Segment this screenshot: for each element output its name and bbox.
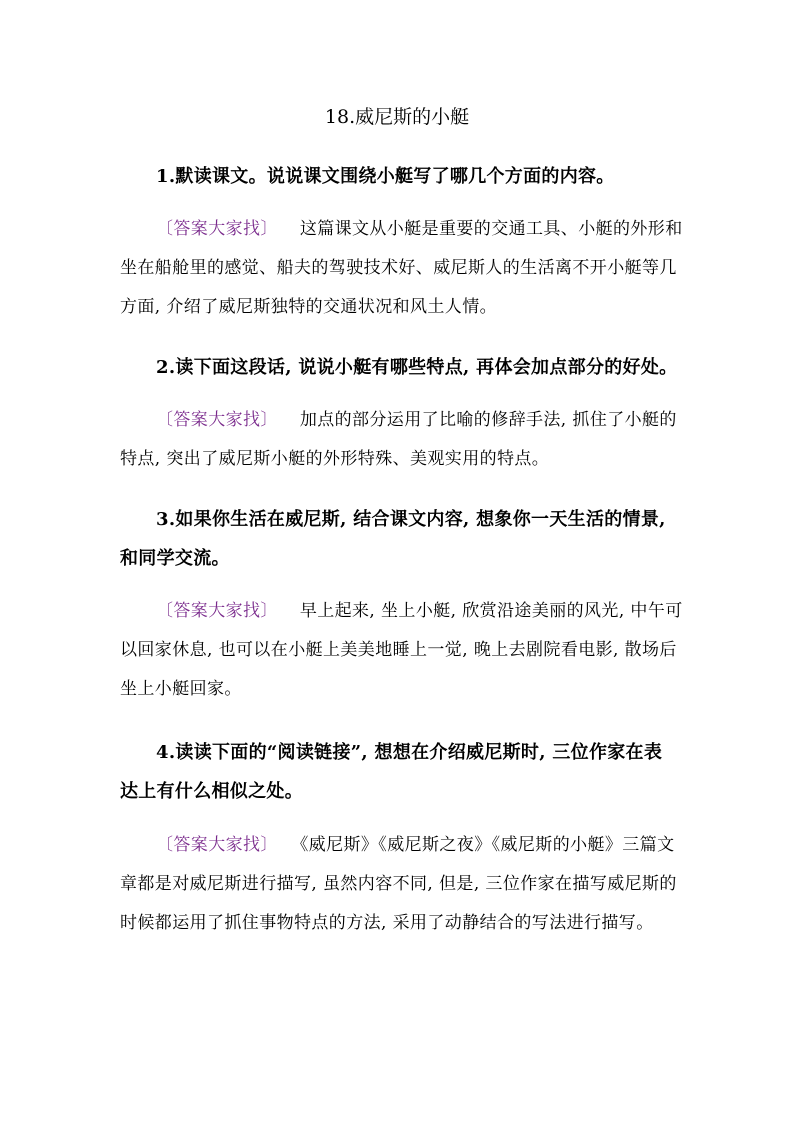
answer-tag: 〔答案大家找〕 [156,601,278,621]
question-1: 1.默读课文。说说课文围绕小艇写了哪几个方面的内容。 [156,166,615,187]
answer-tag: 〔答案大家找〕 [156,835,278,855]
answer-1 [120,210,685,327]
answer-text: 《威尼斯》《威尼斯之夜》《威尼斯的小艇》三篇文章都是对威尼斯进行描写, 虽然内容不同, 但是, 三位作家在描写威尼斯的时候都运用了抓住事物特点的方法, 采用了动静结合的写法进行描写。 [120,835,677,933]
answer-4 [120,826,685,943]
answer-tag: 〔答案大家找〕 [156,410,278,430]
question-3: 3.如果你生活在威尼斯, 结合课文内容, 想象你一天生活的情景, 和同学交流。 [120,509,666,569]
question-2: 2.读下面这段话, 说说小艇有哪些特点, 再体会加点部分的好处。 [156,357,678,378]
answer-text: 这篇课文从小艇是重要的交通工具、小艇的外形和坐在船舱里的感觉、船夫的驾驶技术好、威尼斯人的生活离不开小艇等几方面, 介绍了威尼斯独特的交通状况和风土人情。 [120,219,683,317]
answer-text: 加点的部分运用了比喻的修辞手法, 抓住了小艇的特点, 突出了威尼斯小艇的外形特殊、美观实用的特点。 [120,410,677,469]
answer-2 [120,401,685,479]
answer-tag: 〔答案大家找〕 [156,219,278,239]
page-title: 18.威尼斯的小艇 [324,106,470,128]
answer-3 [120,592,685,709]
question-4: 4.读读下面的“阅读链接”, 想想在介绍威尼斯时, 三位作家在表达上有什么相似之处。 [120,742,663,802]
answer-text: 早上起来, 坐上小艇, 欣赏沿途美丽的风光, 中午可以回家休息, 也可以在小艇上美美地睡上一觉, 晚上去剧院看电影, 散场后坐上小艇回家。 [120,601,683,699]
